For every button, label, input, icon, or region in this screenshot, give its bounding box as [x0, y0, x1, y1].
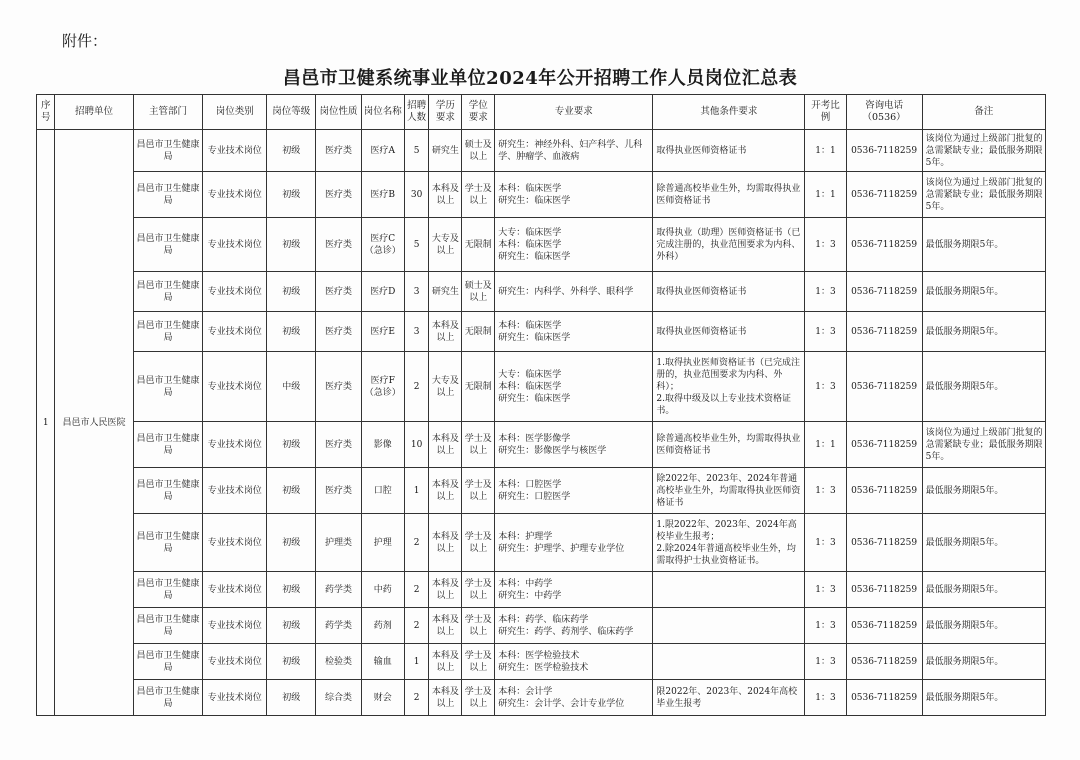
other-requirements-cell: 1.取得执业医师资格证书（已完成注册的，执业范围要求为内科、外科）； 2.取得中级及以上专业技术资格证书。: [653, 352, 805, 422]
count-cell: 1: [404, 644, 429, 680]
degree-cell: 学士及以上: [462, 514, 495, 572]
other-requirements-cell: 除普通高校毕业生外，均需取得执业医师资格证书: [653, 172, 805, 218]
position-name-cell: 医疗F（急诊）: [361, 352, 404, 422]
category-cell: 专业技术岗位: [203, 644, 267, 680]
nature-cell: 医疗类: [316, 130, 361, 172]
position-name-cell: 输血: [361, 644, 404, 680]
phone-cell: 0536-7118259: [846, 352, 922, 422]
dept-cell: 昌邑市卫生健康局: [133, 572, 203, 608]
ratio-cell: 1：3: [805, 572, 846, 608]
ratio-cell: 1：3: [805, 218, 846, 272]
count-cell: 3: [404, 272, 429, 312]
other-requirements-cell: 取得执业医师资格证书: [653, 130, 805, 172]
degree-cell: 无限制: [462, 218, 495, 272]
ratio-cell: 1：3: [805, 644, 846, 680]
education-cell: 本科及以上: [429, 172, 462, 218]
header-cell: 专业要求: [495, 95, 653, 130]
note-cell: 该岗位为通过上级部门批复的急需紧缺专业；最低服务期限5年。: [922, 422, 1045, 468]
nature-cell: 综合类: [316, 680, 361, 716]
count-cell: 2: [404, 608, 429, 644]
major-cell: 本科：医学检验技术 研究生：医学检验技术: [495, 644, 653, 680]
position-name-cell: 影像: [361, 422, 404, 468]
table-row: [37, 644, 1046, 680]
education-cell: 研究生: [429, 272, 462, 312]
level-cell: 初级: [267, 172, 316, 218]
education-cell: 大专及以上: [429, 218, 462, 272]
major-cell: 本科：药学、临床药学 研究生：药学、药剂学、临床药学: [495, 608, 653, 644]
degree-cell: 学士及以上: [462, 680, 495, 716]
attachment-label: 附件：: [62, 32, 108, 50]
positions-table: [36, 94, 1046, 716]
education-cell: 本科及以上: [429, 422, 462, 468]
phone-cell: 0536-7118259: [846, 172, 922, 218]
note-cell: 最低服务期限5年。: [922, 312, 1045, 352]
level-cell: 初级: [267, 644, 316, 680]
dept-cell: 昌邑市卫生健康局: [133, 172, 203, 218]
degree-cell: 无限制: [462, 312, 495, 352]
major-cell: 研究生：内科学、外科学、眼科学: [495, 272, 653, 312]
degree-cell: 学士及以上: [462, 422, 495, 468]
level-cell: 初级: [267, 514, 316, 572]
level-cell: 初级: [267, 468, 316, 514]
level-cell: 初级: [267, 312, 316, 352]
nature-cell: 医疗类: [316, 172, 361, 218]
category-cell: 专业技术岗位: [203, 608, 267, 644]
education-cell: 本科及以上: [429, 514, 462, 572]
education-cell: 本科及以上: [429, 680, 462, 716]
nature-cell: 检验类: [316, 644, 361, 680]
education-cell: 本科及以上: [429, 644, 462, 680]
degree-cell: 学士及以上: [462, 608, 495, 644]
level-cell: 初级: [267, 218, 316, 272]
header-cell: 学历要求: [429, 95, 462, 130]
phone-cell: 0536-7118259: [846, 312, 922, 352]
nature-cell: 医疗类: [316, 422, 361, 468]
nature-cell: 医疗类: [316, 218, 361, 272]
dept-cell: 昌邑市卫生健康局: [133, 352, 203, 422]
category-cell: 专业技术岗位: [203, 468, 267, 514]
note-cell: 该岗位为通过上级部门批复的急需紧缺专业；最低服务期限5年。: [922, 130, 1045, 172]
count-cell: 30: [404, 172, 429, 218]
position-name-cell: 护理: [361, 514, 404, 572]
table-row: [37, 172, 1046, 218]
other-requirements-cell: 1.限2022年、2023年、2024年高校毕业生报考； 2.除2024年普通高校毕业生外，均需取得护士执业资格证书。: [653, 514, 805, 572]
nature-cell: 医疗类: [316, 352, 361, 422]
note-cell: 最低服务期限5年。: [922, 572, 1045, 608]
category-cell: 专业技术岗位: [203, 272, 267, 312]
nature-cell: 药学类: [316, 572, 361, 608]
note-cell: 最低服务期限5年。: [922, 468, 1045, 514]
header-cell: 学位要求: [462, 95, 495, 130]
other-requirements-cell: 除普通高校毕业生外，均需取得执业医师资格证书: [653, 422, 805, 468]
dept-cell: 昌邑市卫生健康局: [133, 422, 203, 468]
count-cell: 2: [404, 352, 429, 422]
count-cell: 2: [404, 572, 429, 608]
note-cell: 最低服务期限5年。: [922, 644, 1045, 680]
table-row: [37, 608, 1046, 644]
note-cell: 最低服务期限5年。: [922, 514, 1045, 572]
dept-cell: 昌邑市卫生健康局: [133, 130, 203, 172]
other-requirements-cell: 取得执业医师资格证书: [653, 312, 805, 352]
education-cell: 大专及以上: [429, 352, 462, 422]
table-row: [37, 312, 1046, 352]
position-name-cell: 医疗A: [361, 130, 404, 172]
level-cell: 初级: [267, 272, 316, 312]
position-name-cell: 口腔: [361, 468, 404, 514]
nature-cell: 药学类: [316, 608, 361, 644]
category-cell: 专业技术岗位: [203, 218, 267, 272]
other-requirements-cell: [653, 608, 805, 644]
phone-cell: 0536-7118259: [846, 680, 922, 716]
major-cell: 本科：护理学 研究生：护理学、护理专业学位: [495, 514, 653, 572]
phone-cell: 0536-7118259: [846, 514, 922, 572]
level-cell: 初级: [267, 608, 316, 644]
position-name-cell: 中药: [361, 572, 404, 608]
ratio-cell: 1：3: [805, 312, 846, 352]
category-cell: 专业技术岗位: [203, 172, 267, 218]
dept-cell: 昌邑市卫生健康局: [133, 218, 203, 272]
other-requirements-cell: [653, 572, 805, 608]
major-cell: 大专：临床医学 本科：临床医学 研究生：临床医学: [495, 218, 653, 272]
position-name-cell: 医疗B: [361, 172, 404, 218]
count-cell: 1: [404, 468, 429, 514]
degree-cell: 学士及以上: [462, 572, 495, 608]
header-cell: 备注: [922, 95, 1045, 130]
degree-cell: 学士及以上: [462, 468, 495, 514]
dept-cell: 昌邑市卫生健康局: [133, 272, 203, 312]
ratio-cell: 1：3: [805, 514, 846, 572]
dept-cell: 昌邑市卫生健康局: [133, 468, 203, 514]
category-cell: 专业技术岗位: [203, 352, 267, 422]
position-name-cell: 医疗E: [361, 312, 404, 352]
phone-cell: 0536-7118259: [846, 130, 922, 172]
dept-cell: 昌邑市卫生健康局: [133, 644, 203, 680]
other-requirements-cell: [653, 644, 805, 680]
level-cell: 初级: [267, 572, 316, 608]
note-cell: 最低服务期限5年。: [922, 680, 1045, 716]
position-name-cell: 医疗C（急诊）: [361, 218, 404, 272]
dept-cell: 昌邑市卫生健康局: [133, 312, 203, 352]
table-header-row: [37, 95, 1046, 130]
category-cell: 专业技术岗位: [203, 572, 267, 608]
other-requirements-cell: 取得执业（助理）医师资格证书（已完成注册的，执业范围要求为内科、外科）: [653, 218, 805, 272]
position-name-cell: 财会: [361, 680, 404, 716]
ratio-cell: 1：1: [805, 422, 846, 468]
ratio-cell: 1：1: [805, 172, 846, 218]
level-cell: 中级: [267, 352, 316, 422]
header-cell: 主管部门: [133, 95, 203, 130]
page-title: 昌邑市卫健系统事业单位2024年公开招聘工作人员岗位汇总表: [282, 68, 798, 89]
position-name-cell: 药剂: [361, 608, 404, 644]
nature-cell: 医疗类: [316, 312, 361, 352]
table-row: [37, 468, 1046, 514]
ratio-cell: 1：3: [805, 680, 846, 716]
count-cell: 3: [404, 312, 429, 352]
category-cell: 专业技术岗位: [203, 130, 267, 172]
dept-cell: 昌邑市卫生健康局: [133, 514, 203, 572]
phone-cell: 0536-7118259: [846, 572, 922, 608]
ratio-cell: 1：3: [805, 352, 846, 422]
table-row: [37, 218, 1046, 272]
nature-cell: 医疗类: [316, 272, 361, 312]
level-cell: 初级: [267, 130, 316, 172]
major-cell: 本科：临床医学 研究生：临床医学: [495, 312, 653, 352]
note-cell: 最低服务期限5年。: [922, 218, 1045, 272]
table-row: [37, 272, 1046, 312]
note-cell: 最低服务期限5年。: [922, 272, 1045, 312]
table-row: [37, 680, 1046, 716]
phone-cell: 0536-7118259: [846, 422, 922, 468]
table-row: [37, 352, 1046, 422]
seq-cell: 1: [37, 130, 55, 716]
nature-cell: 医疗类: [316, 468, 361, 514]
ratio-cell: 1：1: [805, 130, 846, 172]
header-cell: 招聘单位: [55, 95, 133, 130]
level-cell: 初级: [267, 422, 316, 468]
header-cell: 岗位等级: [267, 95, 316, 130]
category-cell: 专业技术岗位: [203, 422, 267, 468]
phone-cell: 0536-7118259: [846, 218, 922, 272]
header-cell: 序号: [37, 95, 55, 130]
table-row: [37, 572, 1046, 608]
phone-cell: 0536-7118259: [846, 608, 922, 644]
header-cell: 其他条件要求: [653, 95, 805, 130]
table-row: [37, 130, 1046, 172]
header-cell: 开考比例: [805, 95, 846, 130]
category-cell: 专业技术岗位: [203, 514, 267, 572]
education-cell: 本科及以上: [429, 468, 462, 514]
category-cell: 专业技术岗位: [203, 680, 267, 716]
major-cell: 本科：口腔医学 研究生：口腔医学: [495, 468, 653, 514]
ratio-cell: 1：3: [805, 272, 846, 312]
other-requirements-cell: 取得执业医师资格证书: [653, 272, 805, 312]
degree-cell: 硕士及以上: [462, 130, 495, 172]
major-cell: 本科：医学影像学 研究生：影像医学与核医学: [495, 422, 653, 468]
note-cell: 该岗位为通过上级部门批复的急需紧缺专业；最低服务期限5年。: [922, 172, 1045, 218]
count-cell: 10: [404, 422, 429, 468]
position-name-cell: 医疗D: [361, 272, 404, 312]
category-cell: 专业技术岗位: [203, 312, 267, 352]
level-cell: 初级: [267, 680, 316, 716]
ratio-cell: 1：3: [805, 468, 846, 514]
header-cell: 招聘人数: [404, 95, 429, 130]
major-cell: 本科：临床医学 研究生：临床医学: [495, 172, 653, 218]
table-row: [37, 514, 1046, 572]
other-requirements-cell: 除2022年、2023年、2024年普通高校毕业生外，均需取得执业医师资格证书: [653, 468, 805, 514]
education-cell: 本科及以上: [429, 572, 462, 608]
degree-cell: 无限制: [462, 352, 495, 422]
major-cell: 本科：会计学 研究生：会计学、会计专业学位: [495, 680, 653, 716]
count-cell: 5: [404, 218, 429, 272]
header-cell: 咨询电话（0536）: [846, 95, 922, 130]
unit-cell: 昌邑市人民医院: [55, 130, 133, 716]
count-cell: 5: [404, 130, 429, 172]
degree-cell: 硕士及以上: [462, 272, 495, 312]
count-cell: 2: [404, 514, 429, 572]
major-cell: 研究生：神经外科、妇产科学、儿科学、肿瘤学、血液病: [495, 130, 653, 172]
major-cell: 大专：临床医学 本科：临床医学 研究生：临床医学: [495, 352, 653, 422]
header-cell: 岗位名称: [361, 95, 404, 130]
header-cell: 岗位类别: [203, 95, 267, 130]
other-requirements-cell: 限2022年、2023年、2024年高校毕业生报考: [653, 680, 805, 716]
ratio-cell: 1：3: [805, 608, 846, 644]
note-cell: 最低服务期限5年。: [922, 352, 1045, 422]
phone-cell: 0536-7118259: [846, 272, 922, 312]
dept-cell: 昌邑市卫生健康局: [133, 608, 203, 644]
table-row: [37, 422, 1046, 468]
dept-cell: 昌邑市卫生健康局: [133, 680, 203, 716]
note-cell: 最低服务期限5年。: [922, 608, 1045, 644]
education-cell: 研究生: [429, 130, 462, 172]
degree-cell: 学士及以上: [462, 172, 495, 218]
header-cell: 岗位性质: [316, 95, 361, 130]
phone-cell: 0536-7118259: [846, 468, 922, 514]
nature-cell: 护理类: [316, 514, 361, 572]
education-cell: 本科及以上: [429, 312, 462, 352]
major-cell: 本科：中药学 研究生：中药学: [495, 572, 653, 608]
degree-cell: 学士及以上: [462, 644, 495, 680]
phone-cell: 0536-7118259: [846, 644, 922, 680]
count-cell: 2: [404, 680, 429, 716]
education-cell: 本科及以上: [429, 608, 462, 644]
